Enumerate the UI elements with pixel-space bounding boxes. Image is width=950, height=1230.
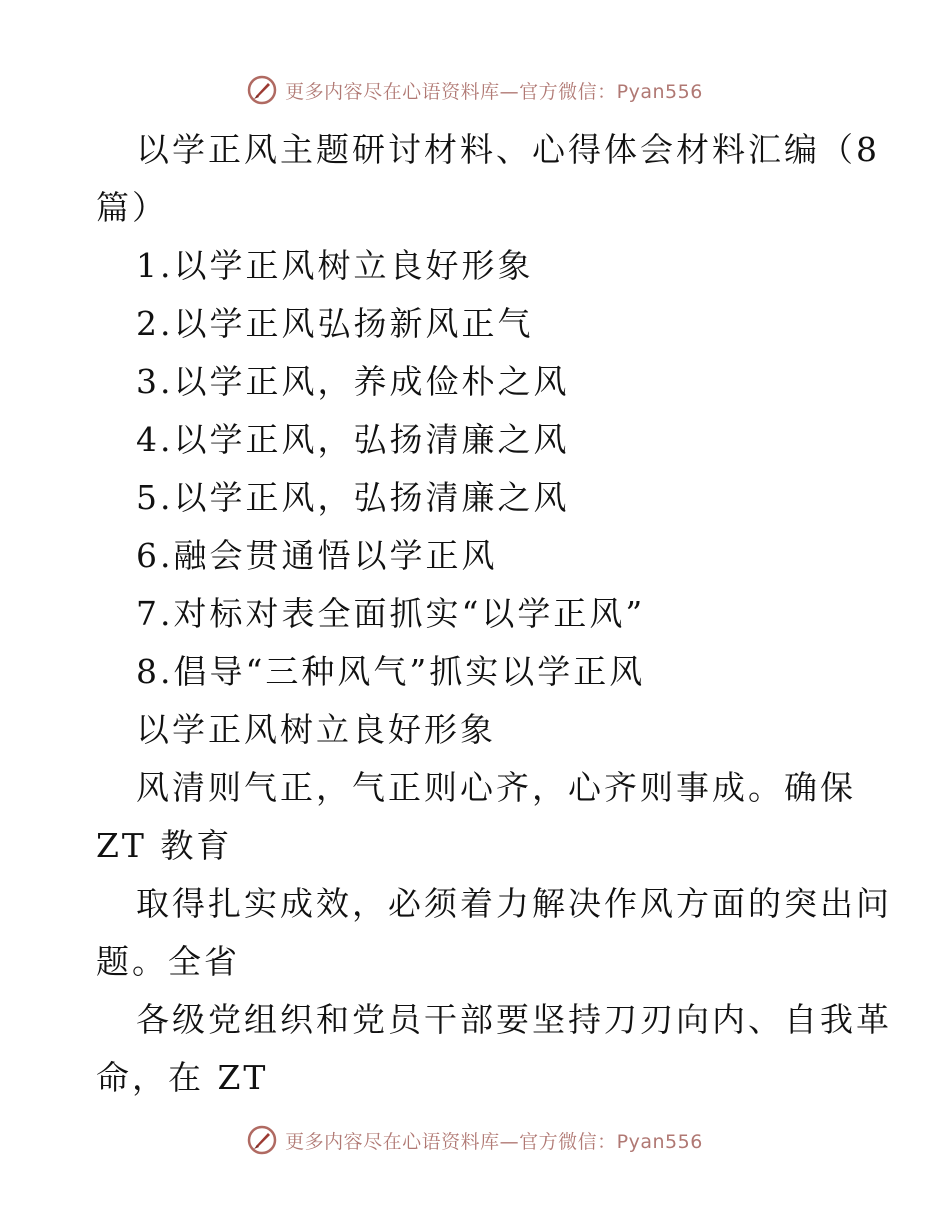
watermark-text: 更多内容尽在心语资料库—官方微信：Pyan556 (285, 1130, 703, 1153)
section-title: 以学正风树立良好形象 (136, 710, 496, 749)
body-line-6: 命，在 ZT (96, 1058, 269, 1097)
document-title-line-1: 以学正风主题研讨材料、心得体会材料汇编（8 (136, 130, 880, 169)
header-watermark (0, 70, 950, 110)
toc-item-3: 3.以学正风，养成俭朴之风 (136, 362, 570, 401)
body-line-3: 取得扎实成效，必须着力解决作风方面的突出问 (136, 884, 892, 923)
toc-item-2: 2.以学正风弘扬新风正气 (136, 304, 534, 343)
body-line-4: 题。全省 (96, 942, 240, 981)
body-line-5: 各级党组织和党员干部要坚持刀刃向内、自我革 (136, 1000, 892, 1039)
toc-item-6: 6.融会贯通悟以学正风 (136, 536, 498, 575)
toc-item-1: 1.以学正风树立良好形象 (136, 246, 534, 285)
body-line-2: ZT 教育 (96, 826, 233, 865)
body-line-1: 风清则气正，气正则心齐，心齐则事成。确保 (136, 768, 856, 807)
watermark-text: 更多内容尽在心语资料库—官方微信：Pyan556 (285, 80, 703, 103)
toc-item-4: 4.以学正风，弘扬清廉之风 (136, 420, 570, 459)
toc-item-5: 5.以学正风，弘扬清廉之风 (136, 478, 570, 517)
footer-watermark (0, 1120, 950, 1160)
quill-logo-icon (247, 75, 277, 105)
document-body (96, 121, 892, 1107)
toc-item-8: 8.倡导“三种风气”抓实以学正风 (136, 652, 646, 691)
quill-logo-icon (247, 1125, 277, 1155)
toc-item-7: 7.对标对表全面抓实“以学正风” (136, 594, 646, 633)
document-title-line-2: 篇） (96, 188, 168, 227)
